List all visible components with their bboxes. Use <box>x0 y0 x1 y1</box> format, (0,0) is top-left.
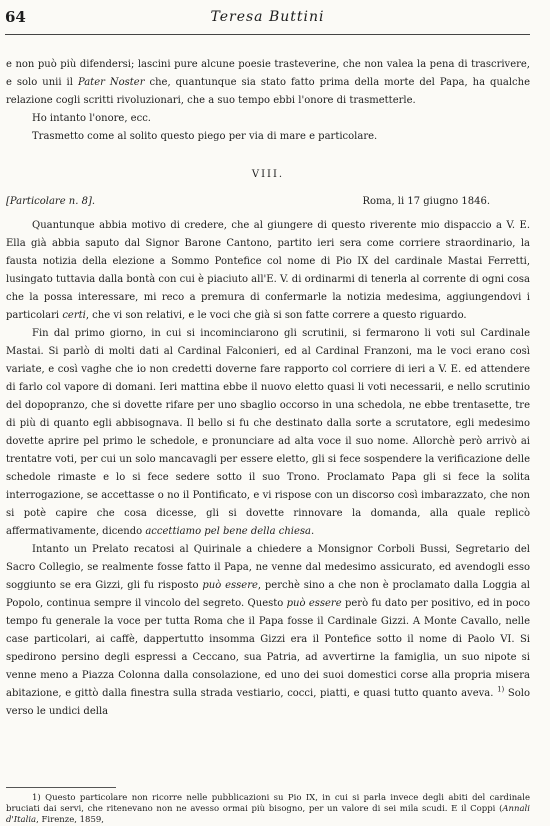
letter-p3-text-b: , perchè sino a che non è proclamato dalla Loggia al Popolo, continua sempre il vincolo del segreto. Questo <box>6 580 530 609</box>
letter-paragraph-2 <box>6 325 530 541</box>
body-text <box>6 56 530 721</box>
page-header <box>5 8 530 35</box>
letter-p3-italic-1: può essere <box>202 580 258 591</box>
running-title: Teresa Buttini <box>210 9 325 25</box>
letter-p2-italic: accettiamo pel bene della chiesa. <box>145 526 315 537</box>
postscript: Trasmetto come al solito questo piego per via di mare e particolare. <box>32 131 378 142</box>
footnote-text-a: Questo particolare non ricorre nelle pubblicazioni su Pio IX, in cui si parla invece degli abiti del cardinale bruciati dai servi, che ritenevano non ne avesso ormai più bisogno, per un valore di sei mila scudi. E il Coppi ( <box>6 793 531 814</box>
intro-text-a: e non può più difendersi; lascini pure alcune poesie trasteverine, che non valea la pena di trascrivere, e solo unii il <box>6 59 530 88</box>
dateline <box>6 193 530 211</box>
section-heading: VIII. <box>251 169 285 180</box>
letter-p1-italic: certi <box>62 310 86 321</box>
closing-formula: Ho intanto l'onore, ecc. <box>32 113 151 124</box>
footnote-marker: 1) <box>32 793 41 803</box>
footnote <box>6 793 530 826</box>
letter-p3-text-a: Intanto un Prelato recatosi al Quirinale a chiedere a Monsignor Corboli Bussi, Segretario del Sacro Collegio, se realmente fosse fatto il Papa, ne venne dal medesimo assicurato, ed avendogli esso soggiunto se era Gizzi, gli fu risposto <box>6 544 530 591</box>
footnote-divider <box>6 787 116 788</box>
letter-p3-text-c: però fu dato per positivo, ed in poco tempo fu generale la voce per tutta Roma che il Papa fosse il Cardinale Gizzi. A Monte Cavallo, nelle case particolari, ai caffè, dappertutto insomma Gizzi era il Pontefice sotto il nome di Paolo VI. Si spedirono persino degli espressi a Ceccano, sua Patria, ad avvertirne la famiglia, un suo nipote si venne meno a Piazza Colonna dalla consolazione, ed uno dei suoi domestici corse alla propria misera abitazione, e gittò dalla finestra sulla strada vestiario, cocci, piatti, e quasi tutto quanto aveva. <box>6 598 530 699</box>
letter-p3-italic-2: può essere <box>286 598 342 609</box>
letter-paragraph-1 <box>6 217 530 325</box>
intro-text-b: che, quantunque sia stato fatto prima della morte del Papa, ha qualche relazione cogli scritti rivoluzionari, che a suo tempo ebbi l'onore di trasmetterle. <box>6 77 530 106</box>
footnote-italic: Annali d'Italia <box>6 804 530 825</box>
letter-paragraph-3 <box>6 541 530 721</box>
letter-p3-text-d: Solo verso le undici della <box>6 688 531 717</box>
page-number: 64 <box>5 8 26 26</box>
footnote-reference[interactable]: 1) <box>497 685 505 694</box>
intro-paragraph <box>6 56 530 110</box>
footnote-text-b: , Firenze, 1859, <box>36 815 104 825</box>
letter-date: Roma, li 17 giugno 1846. <box>362 196 490 207</box>
intro-italic: Pater Noster <box>77 77 145 88</box>
letter-p2-text: Fin dal primo giorno, in cui si incominciarono gli scrutinii, si fermarono li voti sul Cardinale Mastai. Si parlò di molti dati al Cardinal Falconieri, ed al Cardinal Franzoni, ma le voci erano così variate, e così vaghe che io non credetti doverne fare rapporto col corriere di ieri a V. E. ed attendere di farlo col vapore di domani. Ieri mattina ebbe il nuovo eletto quasi li voti necessarii, e nello scrutinio del dopopranzo, che si dovette rifare per uno sbaglio occorso in una schedola, ne ebbe trentasette, tre di più di quanto egli abbisognava. Il bello si fu che destinato dalla sorte a scrutatore, egli medesimo dovette aprire pel primo le schedole, e pronunciare ad alta voce il suo nome. Allorchè però arrivò ai trentatre voti, per cui un solo mancavagli per essere eletto, gli si fece sospendere la verificazione delle schedole rimaste e lo si fece sedere sotto il suo Trono. Proclamato Papa gli si fece la solita interrogazione, se accettasse o no il Pontificato, e vi rispose con un discorso così imbarazzato, che non si potè capire che cosa dicesse, gli si dovette rinnovare la domanda, alla quale replicò affermativamente, dicendo <box>6 328 530 537</box>
letter-reference: [Particolare n. 8]. <box>6 196 96 207</box>
letter-p1-text-a: Quantunque abbia motivo di credere, che al giungere di questo riverente mio dispaccio a V. E. Ella già abbia saputo dal Signor Barone Cantono, partito ieri sera come corriere straordinario, la fausta notizia della elezione a Sommo Pontefice col nome di Pio IX del cardinale Mastai Ferretti, lusingato tuttavia dalla bontà con cui è piaciuto all'E. V. di ordinarmi di tenerla al corrente di ogni cosa che la possa interessare, mi reco a premura di confermarle la notizia medesima, aggiungendovi i particolari <box>6 220 530 321</box>
letter-p1-text-b: , che vi son relativi, e le voci che già si son fatte correre a questo riguardo. <box>85 310 467 321</box>
